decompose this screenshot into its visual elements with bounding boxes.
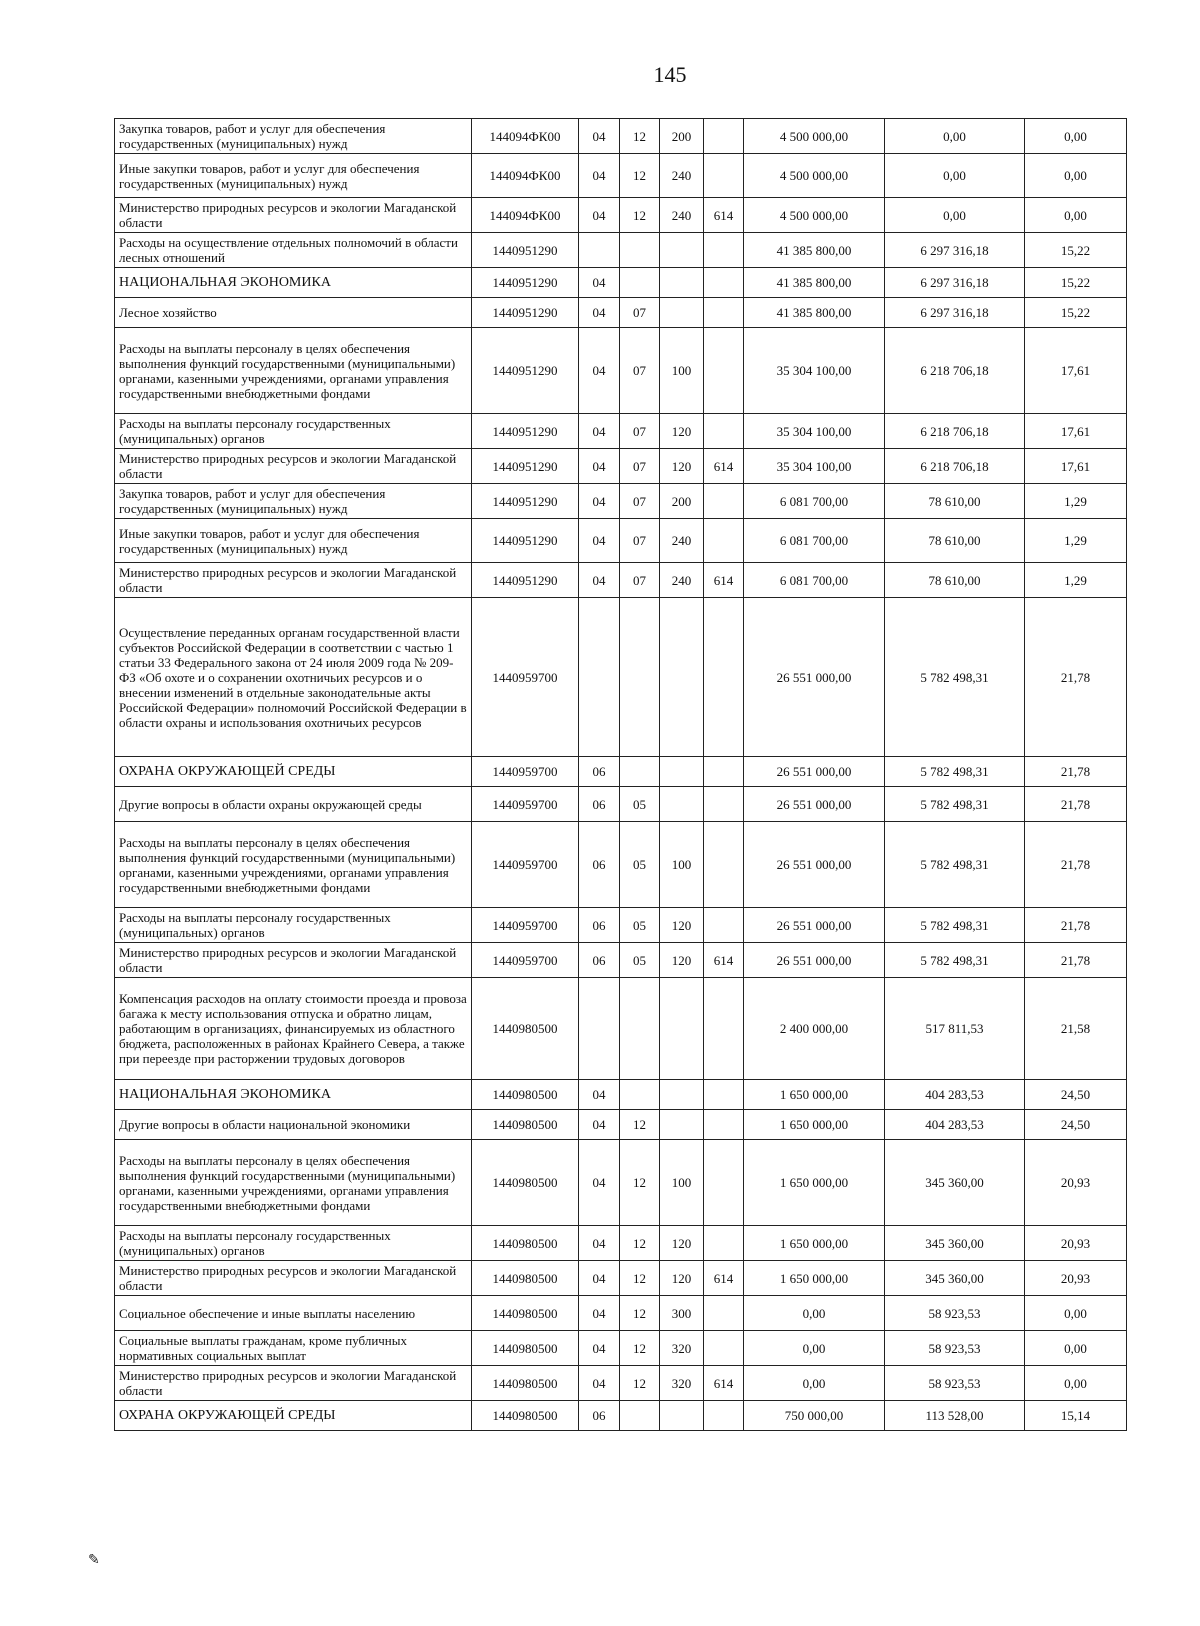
row-subsection-cell: 12 (620, 1366, 660, 1401)
row-plan-cell: 4 500 000,00 (744, 198, 885, 233)
row-percent-cell: 24,50 (1025, 1080, 1127, 1110)
row-code-cell: 1440980500 (472, 1296, 579, 1331)
row-expense-type-cell: 240 (660, 154, 704, 198)
row-subsection-cell: 05 (620, 822, 660, 908)
row-code-cell: 1440951290 (472, 449, 579, 484)
row-code-cell: 1440951290 (472, 268, 579, 298)
row-actual-cell: 0,00 (885, 119, 1025, 154)
row-subsection-cell: 07 (620, 298, 660, 328)
row-expense-type-cell: 120 (660, 1226, 704, 1261)
row-actual-cell: 345 360,00 (885, 1226, 1025, 1261)
row-name-cell: Иные закупки товаров, работ и услуг для обеспечения государственных (муниципальных) нужд (115, 154, 472, 198)
row-section-cell: 04 (579, 1331, 620, 1366)
budget-table (114, 118, 1127, 1431)
row-expense-type-cell (660, 1080, 704, 1110)
row-code-cell: 1440951290 (472, 414, 579, 449)
row-department-cell: 614 (704, 449, 744, 484)
row-plan-cell: 35 304 100,00 (744, 328, 885, 414)
row-plan-cell: 26 551 000,00 (744, 757, 885, 787)
row-subsection-cell: 12 (620, 1261, 660, 1296)
row-department-cell (704, 519, 744, 563)
row-department-cell (704, 757, 744, 787)
row-percent-cell: 21,58 (1025, 978, 1127, 1080)
table-row (115, 1226, 1127, 1261)
table-row (115, 233, 1127, 268)
row-code-cell: 1440980500 (472, 1110, 579, 1140)
row-plan-cell: 26 551 000,00 (744, 822, 885, 908)
row-name-cell: Закупка товаров, работ и услуг для обеспечения государственных (муниципальных) нужд (115, 119, 472, 154)
row-code-cell: 1440959700 (472, 943, 579, 978)
page-number: 145 (653, 62, 687, 87)
row-actual-cell: 5 782 498,31 (885, 787, 1025, 822)
row-percent-cell: 0,00 (1025, 1331, 1127, 1366)
row-percent-cell: 21,78 (1025, 598, 1127, 757)
row-subsection-cell: 12 (620, 1226, 660, 1261)
row-actual-cell: 517 811,53 (885, 978, 1025, 1080)
row-department-cell (704, 1401, 744, 1431)
row-name-cell: Расходы на осуществление отдельных полномочий в области лесных отношений (115, 233, 472, 268)
row-subsection-cell: 05 (620, 943, 660, 978)
row-subsection-cell (620, 1080, 660, 1110)
row-subsection-cell: 12 (620, 1331, 660, 1366)
row-code-cell: 1440980500 (472, 1080, 579, 1110)
row-subsection-cell: 12 (620, 1110, 660, 1140)
row-plan-cell: 0,00 (744, 1296, 885, 1331)
row-subsection-cell (620, 978, 660, 1080)
row-code-cell: 1440959700 (472, 822, 579, 908)
row-expense-type-cell: 200 (660, 484, 704, 519)
row-section-cell: 04 (579, 328, 620, 414)
row-section-cell: 04 (579, 484, 620, 519)
row-code-cell: 1440980500 (472, 1140, 579, 1226)
row-name-cell: Расходы на выплаты персоналу государственных (муниципальных) органов (115, 908, 472, 943)
row-name-cell: Другие вопросы в области охраны окружающей среды (115, 787, 472, 822)
row-actual-cell: 5 782 498,31 (885, 908, 1025, 943)
row-actual-cell: 78 610,00 (885, 563, 1025, 598)
row-code-cell: 1440951290 (472, 328, 579, 414)
table-row (115, 414, 1127, 449)
row-plan-cell: 1 650 000,00 (744, 1140, 885, 1226)
row-code-cell: 1440980500 (472, 1226, 579, 1261)
row-name-cell: Министерство природных ресурсов и экологии Магаданской области (115, 1366, 472, 1401)
row-percent-cell: 20,93 (1025, 1261, 1127, 1296)
row-subsection-cell: 05 (620, 787, 660, 822)
row-department-cell (704, 328, 744, 414)
row-percent-cell: 0,00 (1025, 119, 1127, 154)
row-name-cell: Осуществление переданных органам государственной власти субъектов Российской Федерации в соответствии с частью 1 статьи 33 Федерального закона от 24 июля 2009 года № 209-ФЗ «Об охоте и о сохранении охотничьих ресурсов и о внесении изменений в отдельные законодательные акты Российской Федерации» полномочий Российской Федерации в области охраны и использования охотничьих ресурсов (115, 598, 472, 757)
row-actual-cell: 5 782 498,31 (885, 943, 1025, 978)
row-actual-cell: 345 360,00 (885, 1140, 1025, 1226)
row-code-cell: 144094ФК00 (472, 198, 579, 233)
row-actual-cell: 6 218 706,18 (885, 414, 1025, 449)
row-department-cell: 614 (704, 198, 744, 233)
row-department-cell (704, 1226, 744, 1261)
table-row (115, 1296, 1127, 1331)
row-section-cell: 06 (579, 943, 620, 978)
row-name-cell: Расходы на выплаты персоналу в целях обеспечения выполнения функций государственными (муниципальными) органами, казенными учреждениями, органами управления государственными внебюджетными фондами (115, 1140, 472, 1226)
row-subsection-cell: 07 (620, 484, 660, 519)
row-section-cell (579, 978, 620, 1080)
row-percent-cell: 15,22 (1025, 268, 1127, 298)
row-department-cell: 614 (704, 563, 744, 598)
row-code-cell: 1440951290 (472, 519, 579, 563)
row-expense-type-cell (660, 1401, 704, 1431)
table-row (115, 598, 1127, 757)
row-section-cell: 04 (579, 519, 620, 563)
row-expense-type-cell: 120 (660, 449, 704, 484)
row-section-cell (579, 233, 620, 268)
row-expense-type-cell (660, 598, 704, 757)
row-expense-type-cell: 240 (660, 519, 704, 563)
row-percent-cell: 1,29 (1025, 563, 1127, 598)
table-row (115, 328, 1127, 414)
row-name-cell: Расходы на выплаты персоналу в целях обеспечения выполнения функций государственными (муниципальными) органами, казенными учреждениями, органами управления государственными внебюджетными фондами (115, 822, 472, 908)
row-department-cell (704, 1110, 744, 1140)
row-department-cell: 614 (704, 1366, 744, 1401)
row-code-cell: 1440951290 (472, 298, 579, 328)
row-percent-cell: 0,00 (1025, 198, 1127, 233)
table-row (115, 1331, 1127, 1366)
row-plan-cell: 26 551 000,00 (744, 908, 885, 943)
row-section-cell: 04 (579, 1261, 620, 1296)
row-section-cell: 04 (579, 449, 620, 484)
row-code-cell: 1440951290 (472, 484, 579, 519)
row-section-cell (579, 598, 620, 757)
row-actual-cell: 6 218 706,18 (885, 449, 1025, 484)
row-department-cell: 614 (704, 943, 744, 978)
table-row (115, 298, 1127, 328)
row-expense-type-cell: 200 (660, 119, 704, 154)
table-row (115, 563, 1127, 598)
row-plan-cell: 1 650 000,00 (744, 1226, 885, 1261)
row-code-cell: 1440959700 (472, 757, 579, 787)
row-actual-cell: 78 610,00 (885, 484, 1025, 519)
row-code-cell: 1440980500 (472, 978, 579, 1080)
table-row (115, 1261, 1127, 1296)
budget-table-body (115, 119, 1127, 1431)
row-plan-cell: 41 385 800,00 (744, 233, 885, 268)
row-code-cell: 1440959700 (472, 908, 579, 943)
row-department-cell (704, 787, 744, 822)
row-actual-cell: 0,00 (885, 154, 1025, 198)
row-plan-cell: 26 551 000,00 (744, 943, 885, 978)
row-department-cell (704, 1140, 744, 1226)
row-department-cell (704, 1296, 744, 1331)
table-row (115, 1110, 1127, 1140)
row-percent-cell: 17,61 (1025, 449, 1127, 484)
row-percent-cell: 15,22 (1025, 233, 1127, 268)
row-actual-cell: 6 218 706,18 (885, 328, 1025, 414)
row-expense-type-cell (660, 1110, 704, 1140)
row-department-cell (704, 598, 744, 757)
row-name-cell: Иные закупки товаров, работ и услуг для обеспечения государственных (муниципальных) нужд (115, 519, 472, 563)
row-actual-cell: 78 610,00 (885, 519, 1025, 563)
table-row (115, 943, 1127, 978)
row-expense-type-cell (660, 268, 704, 298)
row-name-cell: НАЦИОНАЛЬНАЯ ЭКОНОМИКА (115, 1080, 472, 1110)
row-expense-type-cell: 240 (660, 563, 704, 598)
row-expense-type-cell: 100 (660, 1140, 704, 1226)
row-name-cell: Министерство природных ресурсов и экологии Магаданской области (115, 943, 472, 978)
table-row (115, 908, 1127, 943)
table-row (115, 119, 1127, 154)
table-row (115, 519, 1127, 563)
row-code-cell: 1440980500 (472, 1331, 579, 1366)
row-expense-type-cell: 120 (660, 943, 704, 978)
row-department-cell (704, 908, 744, 943)
row-expense-type-cell (660, 298, 704, 328)
row-expense-type-cell: 240 (660, 198, 704, 233)
row-actual-cell: 345 360,00 (885, 1261, 1025, 1296)
row-code-cell: 1440959700 (472, 598, 579, 757)
row-name-cell: Расходы на выплаты персоналу в целях обеспечения выполнения функций государственными (муниципальными) органами, казенными учреждениями, органами управления государственными внебюджетными фондами (115, 328, 472, 414)
row-expense-type-cell (660, 978, 704, 1080)
row-department-cell (704, 414, 744, 449)
table-row (115, 449, 1127, 484)
row-percent-cell: 21,78 (1025, 787, 1127, 822)
row-actual-cell: 58 923,53 (885, 1366, 1025, 1401)
row-actual-cell: 6 297 316,18 (885, 268, 1025, 298)
row-expense-type-cell: 320 (660, 1331, 704, 1366)
row-percent-cell: 1,29 (1025, 484, 1127, 519)
row-subsection-cell: 12 (620, 154, 660, 198)
table-row (115, 978, 1127, 1080)
row-percent-cell: 21,78 (1025, 822, 1127, 908)
row-subsection-cell (620, 598, 660, 757)
row-actual-cell: 404 283,53 (885, 1080, 1025, 1110)
row-name-cell: Социальные выплаты гражданам, кроме публичных нормативных социальных выплат (115, 1331, 472, 1366)
row-percent-cell: 15,14 (1025, 1401, 1127, 1431)
row-plan-cell: 6 081 700,00 (744, 484, 885, 519)
row-section-cell: 04 (579, 1080, 620, 1110)
row-name-cell: ОХРАНА ОКРУЖАЮЩЕЙ СРЕДЫ (115, 1401, 472, 1431)
row-name-cell: Министерство природных ресурсов и экологии Магаданской области (115, 563, 472, 598)
row-plan-cell: 750 000,00 (744, 1401, 885, 1431)
row-actual-cell: 5 782 498,31 (885, 598, 1025, 757)
row-department-cell (704, 268, 744, 298)
row-subsection-cell: 12 (620, 1296, 660, 1331)
row-percent-cell: 0,00 (1025, 154, 1127, 198)
row-actual-cell: 6 297 316,18 (885, 233, 1025, 268)
row-percent-cell: 1,29 (1025, 519, 1127, 563)
row-section-cell: 04 (579, 1110, 620, 1140)
row-expense-type-cell (660, 787, 704, 822)
row-subsection-cell (620, 757, 660, 787)
row-name-cell: ОХРАНА ОКРУЖАЮЩЕЙ СРЕДЫ (115, 757, 472, 787)
row-percent-cell: 0,00 (1025, 1366, 1127, 1401)
row-section-cell: 04 (579, 268, 620, 298)
row-name-cell: Министерство природных ресурсов и экологии Магаданской области (115, 198, 472, 233)
row-expense-type-cell: 100 (660, 822, 704, 908)
row-plan-cell: 1 650 000,00 (744, 1261, 885, 1296)
row-percent-cell: 21,78 (1025, 757, 1127, 787)
row-section-cell: 04 (579, 154, 620, 198)
row-name-cell: Министерство природных ресурсов и экологии Магаданской области (115, 1261, 472, 1296)
row-percent-cell: 24,50 (1025, 1110, 1127, 1140)
row-subsection-cell: 05 (620, 908, 660, 943)
row-percent-cell: 17,61 (1025, 414, 1127, 449)
row-subsection-cell: 07 (620, 519, 660, 563)
table-row (115, 1401, 1127, 1431)
row-subsection-cell (620, 268, 660, 298)
row-actual-cell: 5 782 498,31 (885, 757, 1025, 787)
row-department-cell (704, 1080, 744, 1110)
row-code-cell: 1440980500 (472, 1261, 579, 1296)
row-department-cell (704, 484, 744, 519)
table-row (115, 154, 1127, 198)
row-expense-type-cell: 120 (660, 414, 704, 449)
row-subsection-cell: 12 (620, 119, 660, 154)
row-section-cell: 04 (579, 414, 620, 449)
row-section-cell: 04 (579, 1296, 620, 1331)
row-section-cell: 06 (579, 757, 620, 787)
table-row (115, 1080, 1127, 1110)
row-expense-type-cell: 320 (660, 1366, 704, 1401)
table-row (115, 757, 1127, 787)
row-plan-cell: 6 081 700,00 (744, 563, 885, 598)
row-plan-cell: 26 551 000,00 (744, 598, 885, 757)
row-percent-cell: 20,93 (1025, 1140, 1127, 1226)
row-name-cell: Расходы на выплаты персоналу государственных (муниципальных) органов (115, 1226, 472, 1261)
row-plan-cell: 26 551 000,00 (744, 787, 885, 822)
row-plan-cell: 35 304 100,00 (744, 449, 885, 484)
row-name-cell: Расходы на выплаты персоналу государственных (муниципальных) органов (115, 414, 472, 449)
row-code-cell: 144094ФК00 (472, 119, 579, 154)
row-subsection-cell: 07 (620, 563, 660, 598)
row-percent-cell: 20,93 (1025, 1226, 1127, 1261)
row-subsection-cell: 12 (620, 198, 660, 233)
row-section-cell: 04 (579, 1366, 620, 1401)
row-plan-cell: 2 400 000,00 (744, 978, 885, 1080)
row-plan-cell: 41 385 800,00 (744, 298, 885, 328)
table-row (115, 1140, 1127, 1226)
row-department-cell (704, 822, 744, 908)
table-row (115, 198, 1127, 233)
table-row (115, 484, 1127, 519)
row-name-cell: Компенсация расходов на оплату стоимости проезда и провоза багажа к месту использования отпуска и обратно лицам, работающим в организациях, финансируемых из областного бюджета, расположенных в районах Крайнего Севера, а также при переезде при расторжении трудовых договоров (115, 978, 472, 1080)
row-plan-cell: 6 081 700,00 (744, 519, 885, 563)
row-actual-cell: 113 528,00 (885, 1401, 1025, 1431)
row-actual-cell: 0,00 (885, 198, 1025, 233)
row-name-cell: Лесное хозяйство (115, 298, 472, 328)
table-row (115, 787, 1127, 822)
row-section-cell: 04 (579, 563, 620, 598)
row-section-cell: 06 (579, 822, 620, 908)
table-row (115, 822, 1127, 908)
row-percent-cell: 0,00 (1025, 1296, 1127, 1331)
row-code-cell: 1440951290 (472, 233, 579, 268)
row-plan-cell: 0,00 (744, 1331, 885, 1366)
row-subsection-cell: 07 (620, 449, 660, 484)
row-plan-cell: 4 500 000,00 (744, 119, 885, 154)
table-row (115, 1366, 1127, 1401)
row-name-cell: Министерство природных ресурсов и экологии Магаданской области (115, 449, 472, 484)
row-section-cell: 06 (579, 1401, 620, 1431)
table-row (115, 268, 1127, 298)
row-expense-type-cell (660, 233, 704, 268)
row-code-cell: 1440951290 (472, 563, 579, 598)
row-plan-cell: 41 385 800,00 (744, 268, 885, 298)
row-section-cell: 04 (579, 119, 620, 154)
row-subsection-cell (620, 1401, 660, 1431)
row-actual-cell: 58 923,53 (885, 1331, 1025, 1366)
row-actual-cell: 58 923,53 (885, 1296, 1025, 1331)
row-expense-type-cell: 300 (660, 1296, 704, 1331)
row-section-cell: 06 (579, 908, 620, 943)
row-name-cell: Закупка товаров, работ и услуг для обеспечения государственных (муниципальных) нужд (115, 484, 472, 519)
row-department-cell: 614 (704, 1261, 744, 1296)
row-subsection-cell: 07 (620, 414, 660, 449)
row-plan-cell: 0,00 (744, 1366, 885, 1401)
row-percent-cell: 15,22 (1025, 298, 1127, 328)
row-name-cell: НАЦИОНАЛЬНАЯ ЭКОНОМИКА (115, 268, 472, 298)
row-plan-cell: 1 650 000,00 (744, 1110, 885, 1140)
row-department-cell (704, 233, 744, 268)
row-name-cell: Социальное обеспечение и иные выплаты населению (115, 1296, 472, 1331)
row-subsection-cell: 12 (620, 1140, 660, 1226)
row-section-cell: 06 (579, 787, 620, 822)
row-actual-cell: 404 283,53 (885, 1110, 1025, 1140)
row-subsection-cell: 07 (620, 328, 660, 414)
row-code-cell: 1440980500 (472, 1401, 579, 1431)
row-name-cell: Другие вопросы в области национальной экономики (115, 1110, 472, 1140)
row-plan-cell: 35 304 100,00 (744, 414, 885, 449)
row-plan-cell: 1 650 000,00 (744, 1080, 885, 1110)
row-code-cell: 1440980500 (472, 1366, 579, 1401)
scan-speck-mark: ✎ (88, 1553, 100, 1568)
row-percent-cell: 17,61 (1025, 328, 1127, 414)
row-section-cell: 04 (579, 198, 620, 233)
row-percent-cell: 21,78 (1025, 943, 1127, 978)
row-department-cell (704, 1331, 744, 1366)
row-expense-type-cell: 100 (660, 328, 704, 414)
row-section-cell: 04 (579, 1226, 620, 1261)
row-department-cell (704, 978, 744, 1080)
row-code-cell: 144094ФК00 (472, 154, 579, 198)
row-department-cell (704, 119, 744, 154)
row-department-cell (704, 154, 744, 198)
row-percent-cell: 21,78 (1025, 908, 1127, 943)
row-plan-cell: 4 500 000,00 (744, 154, 885, 198)
row-section-cell: 04 (579, 298, 620, 328)
row-department-cell (704, 298, 744, 328)
row-expense-type-cell: 120 (660, 908, 704, 943)
row-actual-cell: 5 782 498,31 (885, 822, 1025, 908)
row-expense-type-cell: 120 (660, 1261, 704, 1296)
row-section-cell: 04 (579, 1140, 620, 1226)
row-expense-type-cell (660, 757, 704, 787)
row-subsection-cell (620, 233, 660, 268)
row-code-cell: 1440959700 (472, 787, 579, 822)
row-actual-cell: 6 297 316,18 (885, 298, 1025, 328)
